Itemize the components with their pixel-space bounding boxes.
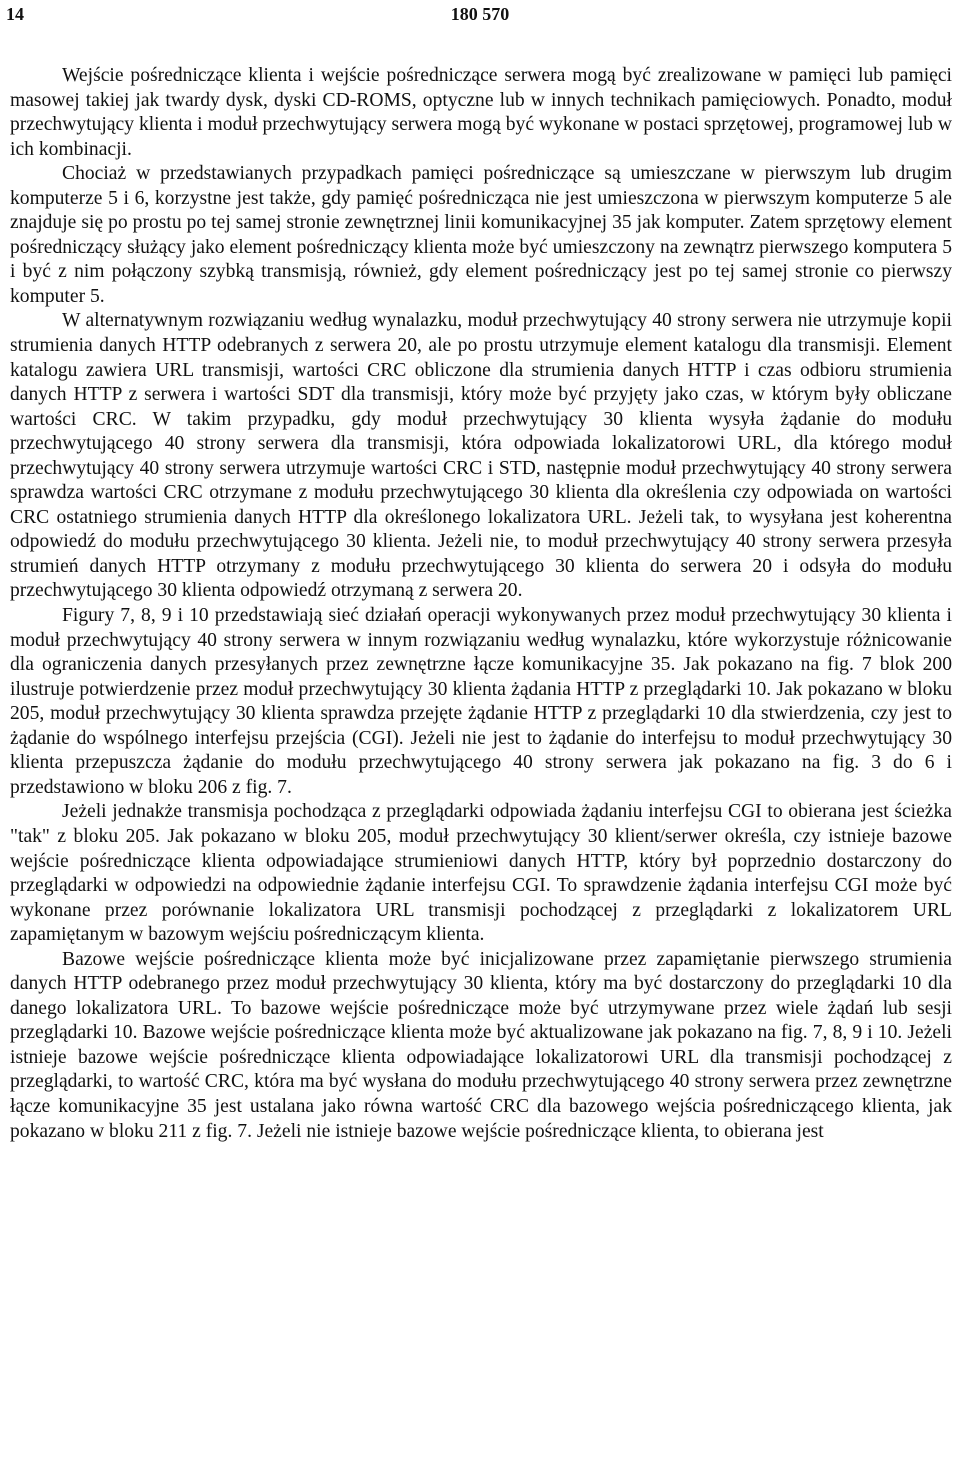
body-text [10,64,952,1144]
paragraph: Jeżeli jednakże transmisja pochodząca z przeglądarki odpowiada żądaniu interfejsu CGI to obierana jest ścieżka "tak" z bloku 205. Jak pokazano w bloku 205, moduł przechwytujący 30 klient/serwer określa, czy istnieje bazowe wejście pośredniczące klienta odpowiadające strumieniowi danych HTTP, który był poprzednio dostarczony do przeglądarki w odpowiedzi na odpowiednie żądanie interfejsu CGI. To sprawdzenie żądania interfejsu CGI może być wykonane przez porównanie lokalizatora URL transmisji pochodzącej z przeglądarki z lokalizatorem URL zapamiętanym w bazowym wejściu pośredniczącym klienta. [10,801,952,946]
paragraph: Bazowe wejście pośredniczące klienta może być inicjalizowane przez zapamiętanie pierwszego strumienia danych HTTP odebranego przez moduł przechwytujący 30 klienta, który ma być dostarczony do przeglądarki 10 dla danego lokalizatora URL. To bazowe wejście pośredniczące może być utrzymywane przez wiele żądań lub sesji przeglądarki 10. Bazowe wejście pośredniczące klienta może być aktualizowane jak pokazano na fig. 7, 8, 9 i 10. Jeżeli istnieje bazowe wejście pośredniczące klienta odpowiadające lokalizatorowi URL dla transmisji pochodzącej z przeglądarki, to wartość CRC, która ma być wysłana do modułu przechwytującego 40 strony serwera przez zewnętrzne łącze komunikacyjne 35 jest ustalana jako równa wartość CRC dla bazowego wejścia pośredniczącego klienta, jak pokazano w bloku 211 z fig. 7. Jeżeli nie istnieje bazowe wejście pośredniczące klienta, to obierana jest [10,948,952,1142]
paragraph: Wejście pośredniczące klienta i wejście pośredniczące serwera mogą być zrealizowane w pamięci lub pamięci masowej takiej jak twardy dysk, dyski CD-ROMS, optyczne lub w innych technikach pamięciowych. Ponadto, moduł przechwytujący klienta i moduł przechwytujący serwera mogą być wykonane w postaci sprzętowej, programowej lub w ich kombinacji. [10,65,952,160]
page-number: 14 [6,4,24,24]
paragraph: Figury 7, 8, 9 i 10 przedstawiają sieć działań operacji wykonywanych przez moduł przechwytujący 30 klienta i moduł przechwytujący 40 strony serwera w innym rozwiązaniu według wynalazku, które wykorzystuje różnicowanie dla ograniczenia danych przesyłanych przez zewnętrzne łącze komunikacyjne 35. Jak pokazano na fig. 7 blok 200 ilustruje potwierdzenie przez moduł przechwytujący 30 klienta żądania HTTP z przeglądarki 10. Jak pokazano w bloku 205, moduł przechwytujący 30 klienta sprawdza przejęte żądanie HTTP z przeglądarki 10 dla stwierdzenia, czy jest to żądanie do wspólnego interfejsu przejścia (CGI). Jeżeli nie jest to żądanie do interfejsu to moduł przechwytujący 30 klienta przepuszcza żądanie do modułu przechwytującego 40 strony serwera jak pokazano na fig. 3 do 6 i przedstawiono w bloku 206 z fig. 7. [10,605,952,798]
paragraph: Chociaż w przedstawianych przypadkach pamięci pośredniczące są umieszczane w pierwszym lub drugim komputerze 5 i 6, korzystne jest także, gdy pamięć pośrednicząca nie jest umieszczona w pierwszym komputerze 5 ale znajduje się po prostu po tej samej stronie zewnętrznej linii komunikacyjnej 35 jak komputer. Zatem sprzętowy element pośredniczący służący jako element pośredniczący klienta może być umieszczony na zewnątrz pierwszego komputera 5 i być z nim połączony szybką transmisją, również, gdy element pośredniczący jest po tej samej stronie co pierwszy komputer 5. [10,163,952,307]
patent-number: 180 570 [450,4,510,24]
page-header [0,2,960,28]
paragraph: W alternatywnym rozwiązaniu według wynalazku, moduł przechwytujący 40 strony serwera nie utrzymuje kopii strumienia danych HTTP odebranych z serwera 20, ale po prostu utrzymuje element katalogu dla transmisji. Element katalogu zawiera URL transmisji, wartości CRC obliczone dla strumienia danych HTTP i czas odbioru strumienia danych HTTP z serwera i wartości SDT dla transmisji, który może być przyjęty jako czas, w którym były obliczane wartości CRC. W takim przypadku, gdy moduł przechwytujący 30 klienta wysyła żądanie do modułu przechwytującego 40 strony serwera dla transmisji, która odpowiada lokalizatorowi URL, dla którego moduł przechwytujący 40 strony serwera utrzymuje wartości CRC i STD, następnie moduł przechwytujący 40 strony serwera sprawdza wartości CRC otrzymane z modułu przechwytującego 30 klienta dla określenia czy odpowiada on wartości CRC ostatniego strumienia danych HTTP dla określonego lokalizatora URL. Jeżeli tak, to wysyłana jest koherentna odpowiedź do modułu przechwytującego 30 klienta. Jeżeli nie, to moduł przechwytujący 40 strony serwera przesyła strumień danych HTTP otrzymany z modułu przechwytującego 30 klienta do serwera 20 i odsyła do modułu przechwytującego 30 klienta odpowiedź otrzymaną z serwera 20. [10,310,952,602]
